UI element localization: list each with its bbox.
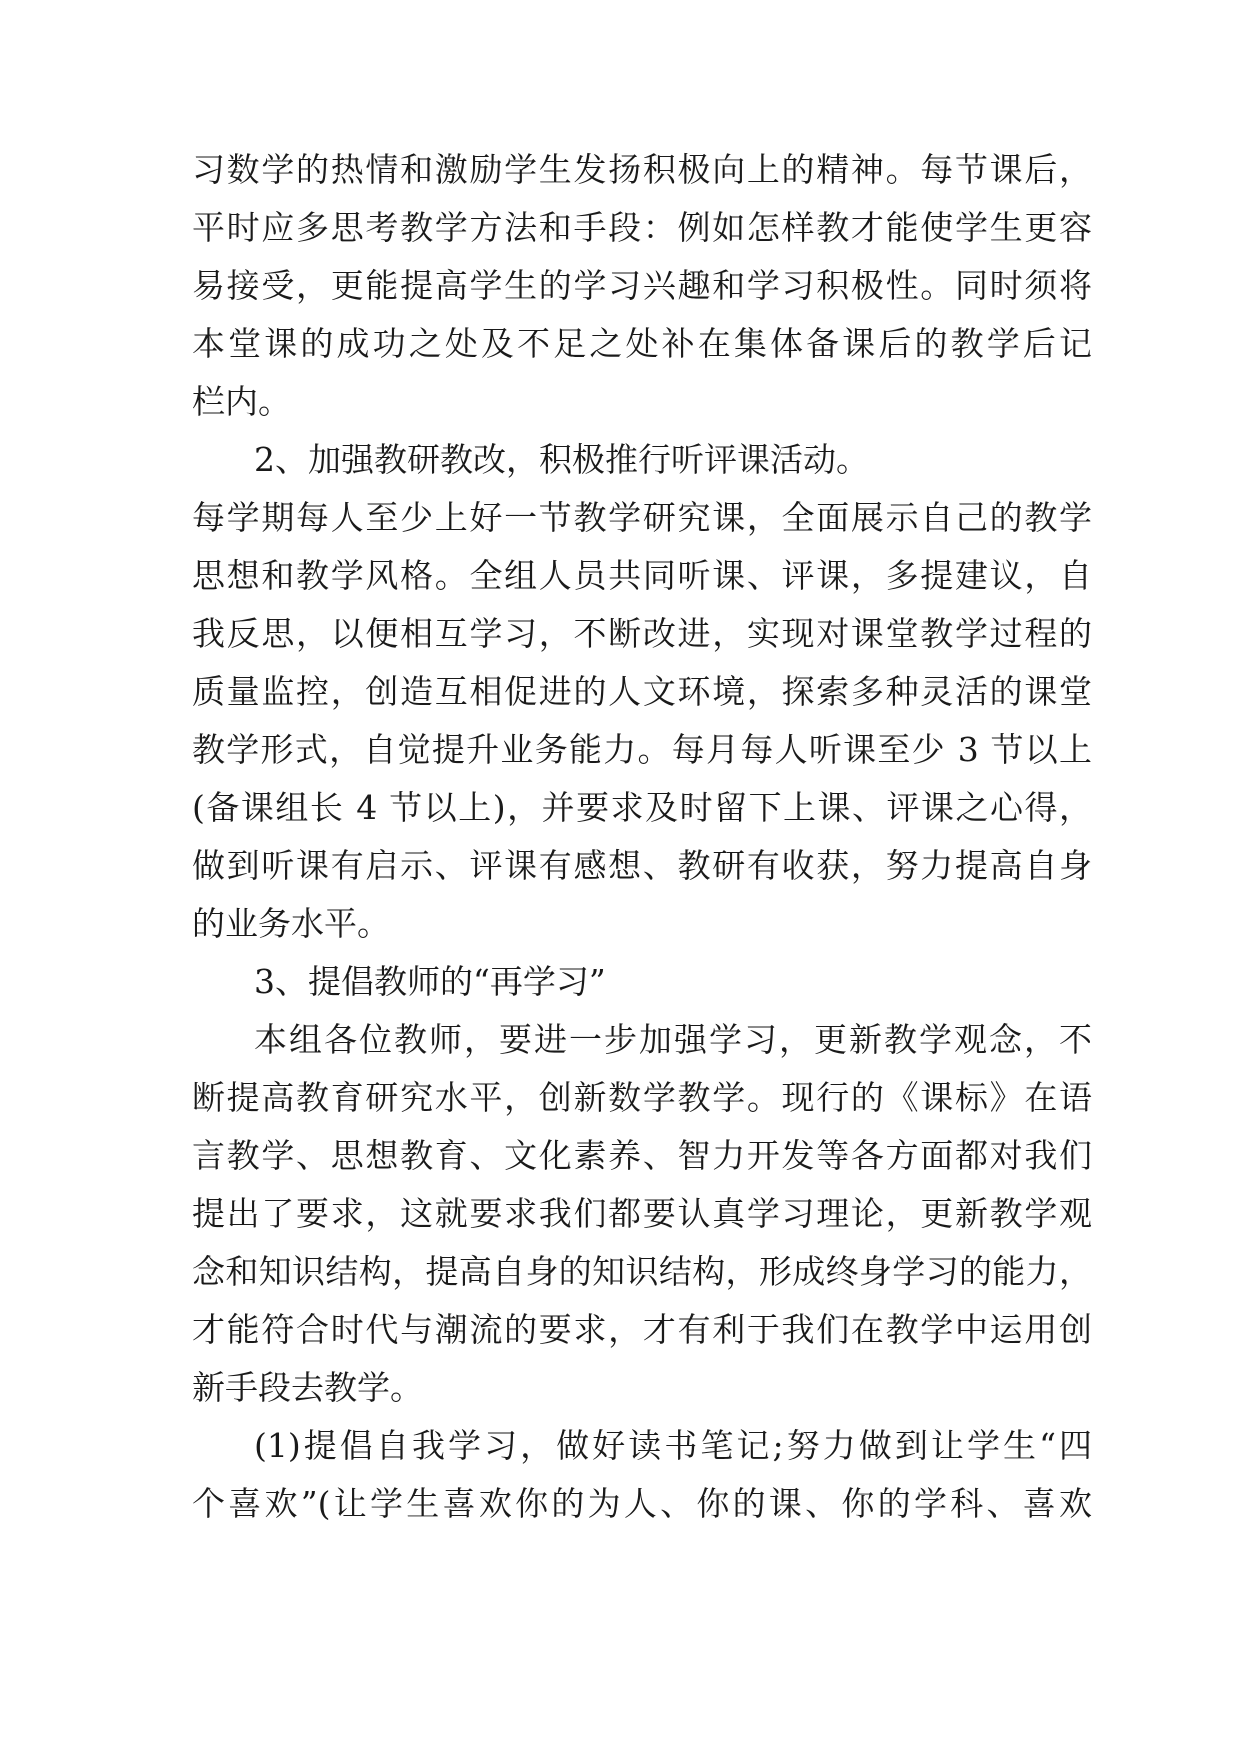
text-line: 质量监控，创造互相促进的人文环境，探索多种灵活的课堂: [192, 672, 1092, 711]
text-line: 教学形式，自觉提升业务能力。每月每人听课至少 3 节以上: [192, 730, 1092, 769]
text-line: 栏内。: [192, 382, 291, 421]
text-line: (1)提倡自我学习，做好读书笔记;努力做到让学生“四: [254, 1426, 1092, 1465]
text-line: 做到听课有启示、评课有感想、教研有收获，努力提高自身: [192, 846, 1092, 885]
text-line: 平时应多思考教学方法和手段：例如怎样教才能使学生更容: [192, 208, 1092, 247]
text-line: 断提高教育研究水平，创新数学教学。现行的《课标》在语: [192, 1078, 1092, 1117]
text-line: 习数学的热情和激励学生发扬积极向上的精神。每节课后，: [192, 150, 1092, 189]
text-line: 念和知识结构，提高自身的知识结构，形成终身学习的能力，: [192, 1252, 1092, 1291]
text-line: 提出了要求，这就要求我们都要认真学习理论，更新教学观: [192, 1194, 1092, 1233]
text-line: (备课组长 4 节以上)，并要求及时留下上课、评课之心得，: [192, 788, 1092, 827]
text-line: 本堂课的成功之处及不足之处补在集体备课后的教学后记: [192, 324, 1092, 363]
text-line: 的业务水平。: [192, 904, 390, 943]
text-line: 才能符合时代与潮流的要求，才有利于我们在教学中运用创: [192, 1310, 1092, 1349]
text-line: 个喜欢”(让学生喜欢你的为人、你的课、你的学科、喜欢: [192, 1484, 1092, 1523]
text-line: 易接受，更能提高学生的学习兴趣和学习积极性。同时须将: [192, 266, 1092, 305]
text-line: 言教学、思想教育、文化素养、智力开发等各方面都对我们: [192, 1136, 1092, 1175]
text-line: 思想和教学风格。全组人员共同听课、评课，多提建议，自: [192, 556, 1092, 595]
text-line: 新手段去教学。: [192, 1368, 423, 1407]
text-line: 每学期每人至少上好一节教学研究课，全面展示自己的教学: [192, 498, 1092, 537]
section-heading: 2、加强教研教改，积极推行听评课活动。: [254, 440, 869, 479]
section-heading: 3、提倡教师的“再学习”: [254, 962, 606, 1001]
text-line: 我反思，以便相互学习，不断改进，实现对课堂教学过程的: [192, 614, 1092, 653]
text-line: 本组各位教师，要进一步加强学习，更新教学观念，不: [254, 1020, 1092, 1059]
